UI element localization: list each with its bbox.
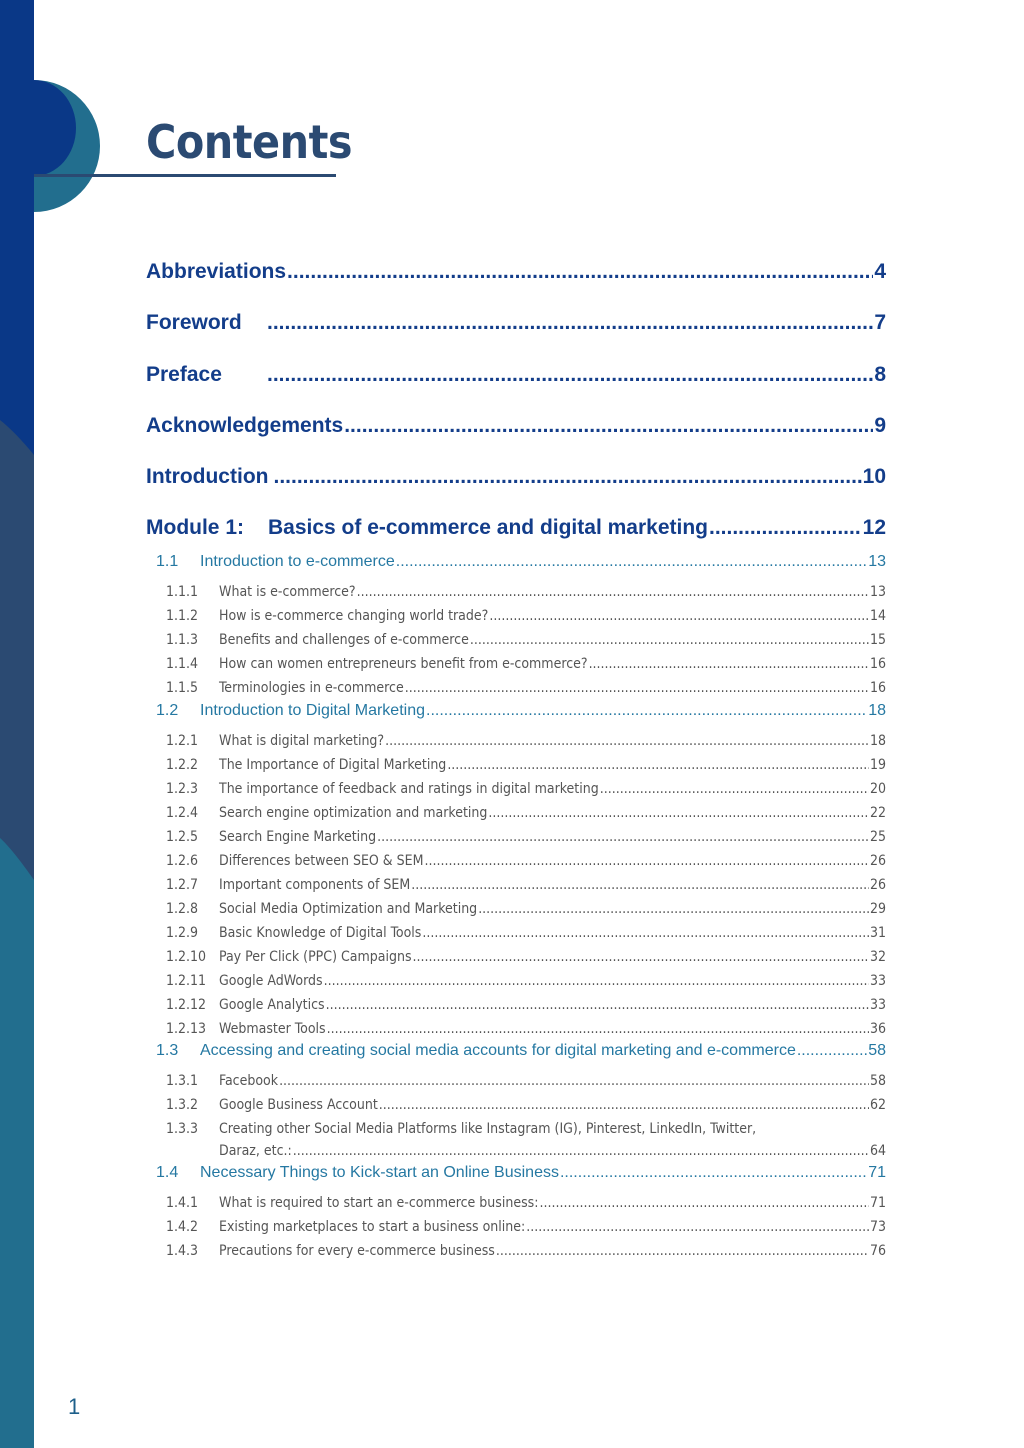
toc-number: 1.2.3: [166, 781, 199, 797]
toc-title: The Importance of Digital Marketing: [219, 757, 447, 773]
toc-title: Introduction to e-commerce: [200, 553, 395, 570]
toc-title: Facebook: [219, 1073, 279, 1089]
toc-title: Necessary Things to Kick-start an Online Business: [200, 1164, 559, 1181]
leader-dots: [422, 925, 869, 941]
toc-page: 8: [874, 363, 886, 386]
toc-page: 62: [869, 1097, 886, 1113]
toc-number: 1.4.1: [166, 1195, 199, 1211]
toc-page: 20: [869, 781, 886, 797]
leader-dots: [600, 781, 869, 797]
toc-page: 16: [869, 680, 886, 696]
toc-title: Google AdWords: [219, 973, 323, 989]
leader-dots: [287, 260, 873, 284]
toc-entry-acknowledgements[interactable]: [146, 414, 886, 444]
toc-number: 1.3.1: [166, 1073, 199, 1089]
leader-dots: [385, 733, 869, 749]
leader-dots: [324, 973, 869, 989]
toc-subsection[interactable]: [166, 733, 886, 755]
toc-section[interactable]: [156, 1164, 886, 1188]
toc-subsection[interactable]: [166, 877, 886, 899]
toc-number: 1.2.7: [166, 877, 199, 893]
toc-page: 18: [868, 702, 886, 719]
toc-page: 10: [862, 465, 886, 488]
toc-page: 18: [869, 733, 886, 749]
toc-number: 1.2.6: [166, 853, 199, 869]
toc-page: 15: [869, 632, 886, 648]
toc-page: 26: [869, 877, 886, 893]
toc-title-continuation: [219, 1143, 886, 1159]
leader-dots: [411, 877, 869, 893]
leader-dots: [279, 1073, 869, 1089]
toc-entry-preface[interactable]: [146, 363, 886, 393]
toc-title-line2: Daraz, etc.:: [219, 1143, 292, 1159]
leader-dots: [470, 632, 869, 648]
toc-title: How can women entrepreneurs benefit from e-commerce?: [219, 656, 588, 672]
toc-subsection[interactable]: [166, 853, 886, 875]
leader-dots: [405, 680, 869, 696]
title-underline: [34, 174, 336, 177]
leader-dots: [478, 901, 869, 917]
leader-dots: [396, 553, 867, 571]
leader-dots: [344, 414, 873, 438]
toc-subsection[interactable]: [166, 632, 886, 654]
toc-page: 14: [869, 608, 886, 624]
toc-subsection[interactable]: [166, 1021, 886, 1043]
toc-subsection[interactable]: [166, 584, 886, 606]
toc-title: Basics of e-commerce and digital marketing: [268, 516, 708, 539]
toc-title: Search Engine Marketing: [219, 829, 377, 845]
toc-subsection[interactable]: [166, 829, 886, 851]
toc-number: 1.2.9: [166, 925, 199, 941]
leader-dots: [447, 757, 869, 773]
toc-page: 32: [869, 949, 886, 965]
toc-page: 7: [874, 311, 886, 334]
toc-entry-foreword[interactable]: [146, 311, 886, 341]
leader-dots: [327, 1021, 869, 1037]
toc-entry-abbreviations[interactable]: [146, 260, 886, 290]
toc-subsection[interactable]: [166, 1121, 886, 1165]
toc-title: Terminologies in e-commerce: [219, 680, 404, 696]
toc-title: Google Business Account: [219, 1097, 378, 1113]
toc-page: 71: [869, 1195, 886, 1211]
leader-dots: [560, 1164, 867, 1182]
leader-dots: [496, 1243, 869, 1259]
toc-title: Differences between SEO & SEM: [219, 853, 424, 869]
toc-title: What is e-commerce?: [219, 584, 356, 600]
toc-number: 1.1.4: [166, 656, 199, 672]
toc-subsection[interactable]: [166, 805, 886, 827]
toc-page: 13: [868, 553, 886, 570]
toc-title: How is e-commerce changing world trade?: [219, 608, 489, 624]
toc-number: 1.1.3: [166, 632, 199, 648]
leader-dots: [426, 702, 867, 720]
toc-title: What is digital marketing?: [219, 733, 385, 749]
side-decoration: [0, 0, 120, 1448]
toc-page: 22: [869, 805, 886, 821]
toc-title: Accessing and creating social media accounts for digital marketing and e-commerce: [200, 1042, 796, 1059]
toc-section[interactable]: [156, 553, 886, 577]
toc-title: Preface: [146, 363, 222, 386]
toc-number: 1.1.5: [166, 680, 199, 696]
page-number: 1: [68, 1394, 81, 1419]
leader-dots: [488, 805, 869, 821]
toc-subsection[interactable]: [166, 656, 886, 678]
toc-title: Webmaster Tools: [219, 1021, 326, 1037]
toc-title: Benefits and challenges of e-commerce: [219, 632, 469, 648]
toc-title: What is required to start an e-commerce business:: [219, 1195, 539, 1211]
leader-dots: [539, 1195, 869, 1211]
toc-page: 64: [869, 1143, 886, 1159]
toc-number: 1.4: [156, 1164, 179, 1181]
toc-page: 36: [869, 1021, 886, 1037]
toc-title: Basic Knowledge of Digital Tools: [219, 925, 422, 941]
toc-subsection[interactable]: [166, 1073, 886, 1095]
toc-title: Introduction to Digital Marketing: [200, 702, 425, 719]
toc-entry-introduction[interactable]: [146, 465, 886, 495]
toc-subsection[interactable]: [166, 973, 886, 995]
toc-number: 1.3.2: [166, 1097, 199, 1113]
toc-subsection[interactable]: [166, 1243, 886, 1265]
toc-subsection[interactable]: [166, 1195, 886, 1217]
toc-title: Acknowledgements: [146, 414, 344, 437]
toc-page: 16: [869, 656, 886, 672]
toc-number: Module 1:: [146, 516, 244, 539]
toc-number: 1.3.3: [166, 1121, 199, 1137]
toc-subsection[interactable]: [166, 1097, 886, 1119]
toc-title: Important components of SEM: [219, 877, 411, 893]
toc-title: Abbreviations: [146, 260, 287, 283]
toc-title: Creating other Social Media Platforms like Instagram (IG), Pinterest, LinkedIn, Twitter,: [219, 1121, 757, 1137]
toc-subsection[interactable]: [166, 781, 886, 803]
toc-section[interactable]: [156, 1042, 886, 1066]
toc-number: 1.1.1: [166, 584, 199, 600]
toc-number: 1.2.4: [166, 805, 199, 821]
toc-page: 76: [869, 1243, 886, 1259]
toc-subsection[interactable]: [166, 925, 886, 947]
toc-title: Social Media Optimization and Marketing: [219, 901, 478, 917]
leader-dots: [293, 1143, 869, 1159]
toc-number: 1.2.1: [166, 733, 199, 749]
toc-title: The importance of feedback and ratings in digital marketing: [219, 781, 599, 797]
leader-dots: [273, 465, 861, 489]
toc-subsection[interactable]: [166, 680, 886, 702]
toc-page: 33: [869, 973, 886, 989]
toc-number: 1.2.10: [166, 949, 207, 965]
leader-dots: [379, 1097, 869, 1113]
toc-subsection[interactable]: [166, 1219, 886, 1241]
leader-dots: [489, 608, 869, 624]
leader-dots: [326, 997, 869, 1013]
leader-dots: [357, 584, 869, 600]
toc-page: 12: [862, 516, 886, 539]
toc-page: 13: [869, 584, 886, 600]
leader-dots: [267, 311, 873, 335]
toc-title: Existing marketplaces to start a business online:: [219, 1219, 526, 1235]
leader-dots: [377, 829, 869, 845]
leader-dots: [589, 656, 869, 672]
toc-number: 1.4.2: [166, 1219, 199, 1235]
toc-title: Precautions for every e-commerce business: [219, 1243, 495, 1259]
leader-dots: [797, 1042, 867, 1060]
toc-entry-module-1[interactable]: [146, 516, 886, 546]
leader-dots: [413, 949, 869, 965]
leader-dots: [709, 516, 862, 540]
toc-title: Introduction: [146, 465, 269, 488]
toc-title: Google Analytics: [219, 997, 325, 1013]
toc-page: 58: [868, 1042, 886, 1059]
toc-page: 9: [874, 414, 886, 437]
page-title: Contents: [146, 115, 353, 169]
leader-dots: [526, 1219, 869, 1235]
toc-subsection[interactable]: [166, 901, 886, 923]
toc-subsection[interactable]: [166, 608, 886, 630]
toc-number: 1.2.11: [166, 973, 207, 989]
toc-page: 19: [869, 757, 886, 773]
toc-title: Search engine optimization and marketing: [219, 805, 488, 821]
toc-page: 33: [869, 997, 886, 1013]
toc-page: 25: [869, 829, 886, 845]
toc-number: 1.2.13: [166, 1021, 207, 1037]
toc-page: 31: [869, 925, 886, 941]
leader-dots: [424, 853, 869, 869]
toc-page: 29: [869, 901, 886, 917]
toc-page: 73: [869, 1219, 886, 1235]
toc-number: 1.2.12: [166, 997, 207, 1013]
leader-dots: [267, 363, 873, 387]
toc-number: 1.2: [156, 702, 179, 719]
toc-page: 58: [869, 1073, 886, 1089]
toc-number: 1.2.2: [166, 757, 199, 773]
toc-section[interactable]: [156, 702, 886, 726]
toc-page: 71: [868, 1164, 886, 1181]
toc-number: 1.2.8: [166, 901, 199, 917]
toc-number: 1.4.3: [166, 1243, 199, 1259]
toc-title: Pay Per Click (PPC) Campaigns: [219, 949, 412, 965]
toc-subsection[interactable]: [166, 949, 886, 971]
toc-page: 26: [869, 853, 886, 869]
toc-page: 4: [874, 260, 886, 283]
toc-subsection[interactable]: [166, 757, 886, 779]
toc-number: 1.2.5: [166, 829, 199, 845]
toc-number: 1.1.2: [166, 608, 199, 624]
toc-title: Foreword: [146, 311, 242, 334]
toc-number: 1.3: [156, 1042, 179, 1059]
toc-number: 1.1: [156, 553, 179, 570]
toc-subsection[interactable]: [166, 997, 886, 1019]
